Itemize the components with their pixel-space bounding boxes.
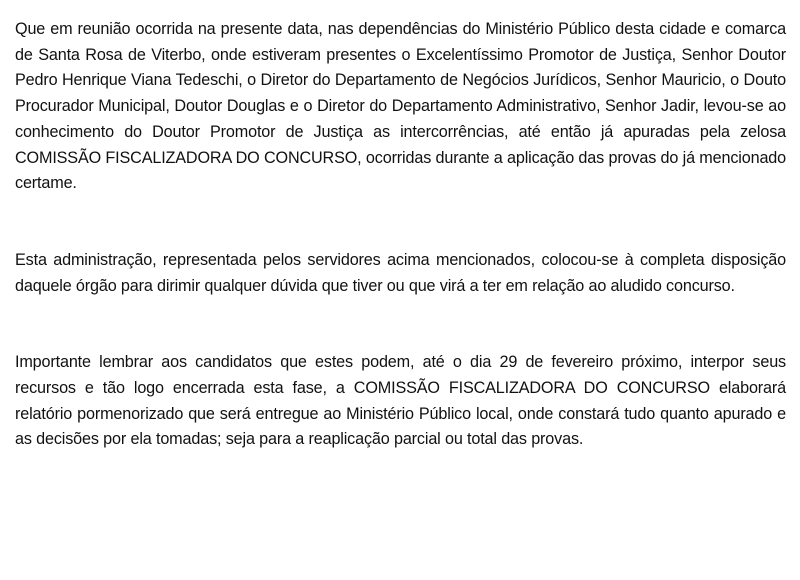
document-body bbox=[15, 17, 786, 453]
paragraph-meeting-report: Que em reunião ocorrida na presente data, nas dependências do Ministério Público desta cidade e comarca de Santa Rosa de Viterbo, onde estiveram presentes o Excelentíssimo Promotor de Justiça, Senhor Doutor Pedro Henrique Viana Tedeschi, o Diretor do Departamento de Negócios Jurídicos, Senhor Mauricio, o Douto Procurador Municipal, Doutor Douglas e o Diretor do Departamento Administrativo, Senhor Jadir, levou-se ao conhecimento do Doutor Promotor de Justiça as intercorrências, até então já apuradas pela zelosa COMISSÃO FISCALIZADORA DO CONCURSO, ocorridas durante a aplicação das provas do já mencionado certame. bbox=[15, 20, 786, 193]
paragraph-appeals-deadline: Importante lembrar aos candidatos que estes podem, até o dia 29 de fevereiro próximo, interpor seus recursos e tão logo encerrada esta fase, a COMISSÃO FISCALIZADORA DO CONCURSO elaborará relatório pormenorizado que será entregue ao Ministério Público local, onde constará tudo quanto apurado e as decisões por ela tomadas; seja para a reaplicação parcial ou total das provas. bbox=[15, 353, 786, 449]
paragraph-administration-availability: Esta administração, representada pelos servidores acima mencionados, colocou-se à completa disposição daquele órgão para dirimir qualquer dúvida que tiver ou que virá a ter em relação ao aludido concurso. bbox=[15, 250, 786, 295]
